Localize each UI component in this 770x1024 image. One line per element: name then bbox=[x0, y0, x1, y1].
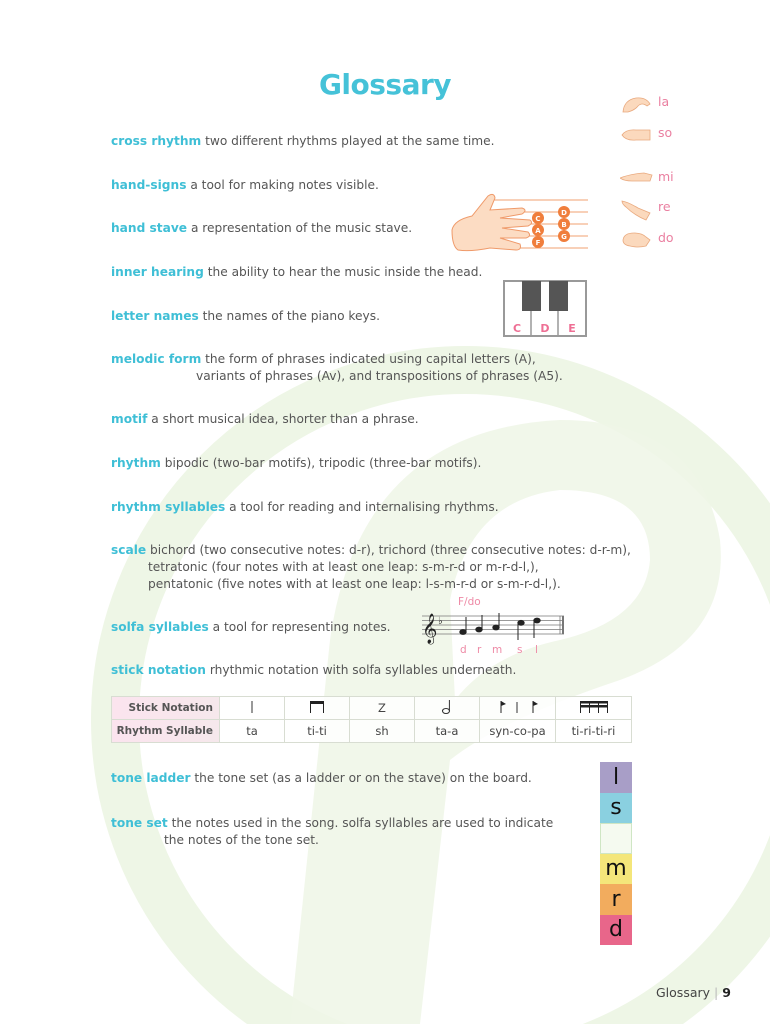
rhythm-syllable-cell: ti-ri-ti-ri bbox=[556, 720, 632, 743]
stick-symbol-sh: Z bbox=[350, 697, 415, 720]
piano-key-label: D bbox=[540, 322, 550, 335]
svg-text:𝄞: 𝄞 bbox=[422, 614, 438, 644]
hand-sign-label: mi bbox=[658, 169, 674, 184]
footer-section: Glossary bbox=[656, 985, 711, 1000]
glossary-term: hand-signs bbox=[111, 178, 187, 192]
table-row bbox=[112, 720, 632, 743]
glossary-term: tone set bbox=[111, 816, 168, 830]
page-title: Glossary bbox=[318, 68, 452, 101]
solfa-syllable: r bbox=[477, 644, 482, 656]
glossary-entry bbox=[111, 542, 631, 593]
glossary-term: solfa syllables bbox=[111, 620, 209, 634]
tone-ladder-rung: s bbox=[600, 793, 632, 824]
piano-key-label: E bbox=[568, 322, 576, 335]
rhythm-syllable-cell: syn-co-pa bbox=[480, 720, 556, 743]
hand-stave-note-label: C bbox=[535, 215, 541, 223]
rhythm-syllable-cell: sh bbox=[350, 720, 415, 743]
stick-notation-table bbox=[111, 696, 632, 743]
solfa-syllable: m bbox=[492, 644, 503, 656]
solfa-syllable: d bbox=[460, 644, 467, 656]
hand-stave-note-label: G bbox=[561, 233, 567, 241]
glossary-definition: bichord (two consecutive notes: d-r), trichord (three consecutive notes: d-r-m), bbox=[150, 543, 631, 557]
piano-key-label: C bbox=[512, 322, 522, 335]
hand-sign-re bbox=[620, 199, 700, 229]
glossary-definition: the ability to hear the music inside the head. bbox=[207, 265, 483, 279]
tone-ladder-rung: m bbox=[600, 854, 632, 885]
glossary-term: scale bbox=[111, 543, 147, 557]
glossary-definition: the notes used in the song. solfa syllables are used to indicate bbox=[171, 816, 554, 830]
solfa-staff-example bbox=[418, 596, 568, 658]
hand-sign-label: re bbox=[658, 199, 671, 214]
glossary-entry bbox=[111, 351, 563, 385]
page-number: 9 bbox=[722, 985, 731, 1000]
glossary-definition-cont: the notes of the tone set. bbox=[164, 833, 319, 847]
glossary-definition: a tool for making notes visible. bbox=[190, 178, 379, 192]
glossary-definition: rhythmic notation with solfa syllables underneath. bbox=[209, 663, 517, 677]
glossary-definition-cont: pentatonic (five notes with at least one leap: l-s-m-r-d or s-m-r-d-l,). bbox=[148, 577, 561, 591]
glossary-definition: a tool for representing notes. bbox=[212, 620, 391, 634]
glossary-term: melodic form bbox=[111, 352, 202, 366]
tone-ladder-rung: l bbox=[600, 762, 632, 793]
tone-ladder-rung: r bbox=[600, 884, 632, 915]
stick-symbol-syncopa bbox=[480, 697, 556, 720]
glossary-term: motif bbox=[111, 412, 148, 426]
row-header: Rhythm Syllable bbox=[112, 720, 220, 743]
hand-sign-so-icon bbox=[620, 125, 654, 145]
glossary-entry bbox=[111, 499, 499, 516]
glossary-term: letter names bbox=[111, 309, 199, 323]
glossary-entry bbox=[111, 308, 380, 325]
footer-divider: | bbox=[714, 985, 719, 1000]
glossary-entry bbox=[111, 133, 495, 150]
glossary-entry bbox=[111, 411, 419, 428]
stick-symbol-ti-ti bbox=[285, 697, 350, 720]
tone-ladder-rung: d bbox=[600, 915, 632, 946]
hand-sign-mi bbox=[620, 169, 700, 199]
glossary-definition: the names of the piano keys. bbox=[202, 309, 380, 323]
glossary-entry bbox=[111, 220, 412, 237]
tone-ladder-rung-empty bbox=[600, 823, 632, 854]
svg-text:♭: ♭ bbox=[438, 616, 443, 627]
hand-sign-label: la bbox=[658, 94, 670, 109]
glossary-term: tone ladder bbox=[111, 771, 191, 785]
hand-sign-mi-icon bbox=[620, 169, 654, 189]
hand-sign-do-icon bbox=[620, 230, 654, 250]
stick-symbol-ta-a bbox=[415, 697, 480, 720]
row-header: Stick Notation bbox=[112, 697, 220, 720]
glossary-term: hand stave bbox=[111, 221, 188, 235]
hand-sign-label: do bbox=[658, 230, 674, 245]
page-footer bbox=[656, 985, 731, 1000]
glossary-term: rhythm bbox=[111, 456, 161, 470]
glossary-entry bbox=[111, 264, 482, 281]
glossary-entry bbox=[111, 177, 379, 194]
hand-sign-la-icon bbox=[620, 94, 654, 114]
glossary-definition: the tone set (as a ladder or on the stave) on the board. bbox=[194, 771, 532, 785]
rhythm-syllable-cell: ta-a bbox=[415, 720, 480, 743]
hand-stave-note-label: A bbox=[535, 227, 541, 235]
staff-key-label: F/do bbox=[458, 596, 481, 608]
rhythm-syllable-cell: ta bbox=[220, 720, 285, 743]
glossary-definition: the form of phrases indicated using capital letters (A), bbox=[205, 352, 536, 366]
hand-stave-note-label: B bbox=[561, 221, 567, 229]
hand-stave-illustration bbox=[450, 190, 590, 260]
glossary-definition: two different rhythms played at the same time. bbox=[205, 134, 495, 148]
glossary-definition: a short musical idea, shorter than a phrase. bbox=[151, 412, 419, 426]
solfa-syllable: s bbox=[517, 644, 523, 656]
glossary-definition: a representation of the music stave. bbox=[190, 221, 413, 235]
hand-sign-re-icon bbox=[620, 199, 654, 221]
glossary-entry bbox=[111, 815, 553, 849]
tone-ladder bbox=[600, 762, 632, 945]
table-row bbox=[112, 697, 632, 720]
glossary-entry bbox=[111, 662, 516, 679]
hand-sign-la bbox=[620, 94, 700, 124]
glossary-term: inner hearing bbox=[111, 265, 204, 279]
stick-symbol-ta bbox=[220, 697, 285, 720]
hand-sign-do bbox=[620, 230, 700, 260]
glossary-term: stick notation bbox=[111, 663, 206, 677]
glossary-definition-cont: variants of phrases (Av), and transpositions of phrases (A5). bbox=[196, 369, 563, 383]
piano-keys-illustration bbox=[503, 280, 587, 337]
glossary-definition-cont: tetratonic (four notes with at least one leap: s-m-r-d or m-r-d-l,), bbox=[148, 560, 539, 574]
hand-sign-so bbox=[620, 125, 700, 155]
glossary-term: rhythm syllables bbox=[111, 500, 226, 514]
solfa-syllable: l bbox=[535, 644, 538, 656]
glossary-entry bbox=[111, 770, 532, 787]
hand-stave-note-label: D bbox=[561, 209, 567, 217]
glossary-definition: bipodic (two-bar motifs), tripodic (three-bar motifs). bbox=[164, 456, 482, 470]
hand-stave-note-label: F bbox=[535, 239, 541, 247]
hand-sign-label: so bbox=[658, 125, 673, 140]
glossary-definition: a tool for reading and internalising rhythms. bbox=[229, 500, 499, 514]
glossary-entry bbox=[111, 619, 391, 636]
stick-symbol-tiri-tiri bbox=[556, 697, 632, 720]
glossary-entry bbox=[111, 455, 481, 472]
glossary-term: cross rhythm bbox=[111, 134, 202, 148]
rhythm-syllable-cell: ti-ti bbox=[285, 720, 350, 743]
